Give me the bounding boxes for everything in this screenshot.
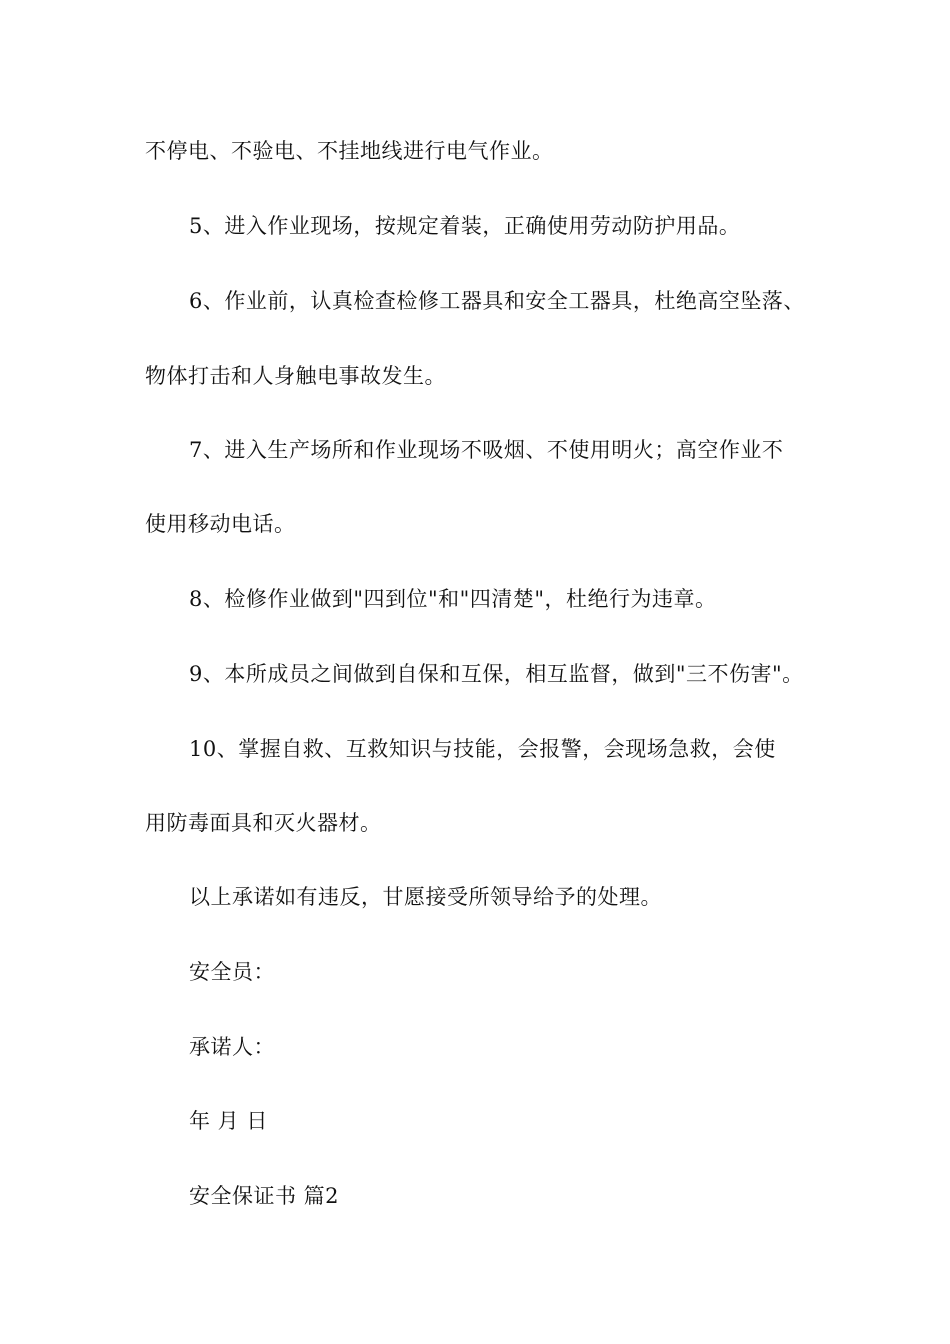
date-line: 年 月 日	[189, 1109, 268, 1133]
paragraph-line: 8、检修作业做到"四到位"和"四清楚"，杜绝行为违章。	[189, 587, 717, 611]
paragraph-line: 9、本所成员之间做到自保和互保，相互监督，做到"三不伤害"。	[189, 662, 804, 686]
paragraph-line: 10、掌握自救、互救知识与技能，会报警，会现场急救，会使	[189, 737, 776, 761]
paragraph-line: 不停电、不验电、不挂地线进行电气作业。	[145, 139, 554, 163]
paragraph-line: 5、进入作业现场，按规定着装，正确使用劳动防护用品。	[189, 214, 741, 238]
paragraph-line: 物体打击和人身触电事故发生。	[145, 364, 446, 388]
paragraph-line: 用防毒面具和灭火器材。	[145, 811, 382, 835]
paragraph-line: 7、进入生产场所和作业现场不吸烟、不使用明火；高空作业不	[189, 438, 784, 462]
signature-label-promisor: 承诺人：	[189, 1035, 275, 1059]
paragraph-line: 使用移动电话。	[145, 512, 296, 536]
paragraph-line: 6、作业前，认真检查检修工器具和安全工器具，杜绝高空坠落、	[189, 289, 805, 313]
section-title: 安全保证书 篇2	[189, 1184, 340, 1208]
signature-label-safety-officer: 安全员：	[189, 960, 275, 984]
paragraph-line: 以上承诺如有违反，甘愿接受所领导给予的处理。	[189, 885, 662, 909]
